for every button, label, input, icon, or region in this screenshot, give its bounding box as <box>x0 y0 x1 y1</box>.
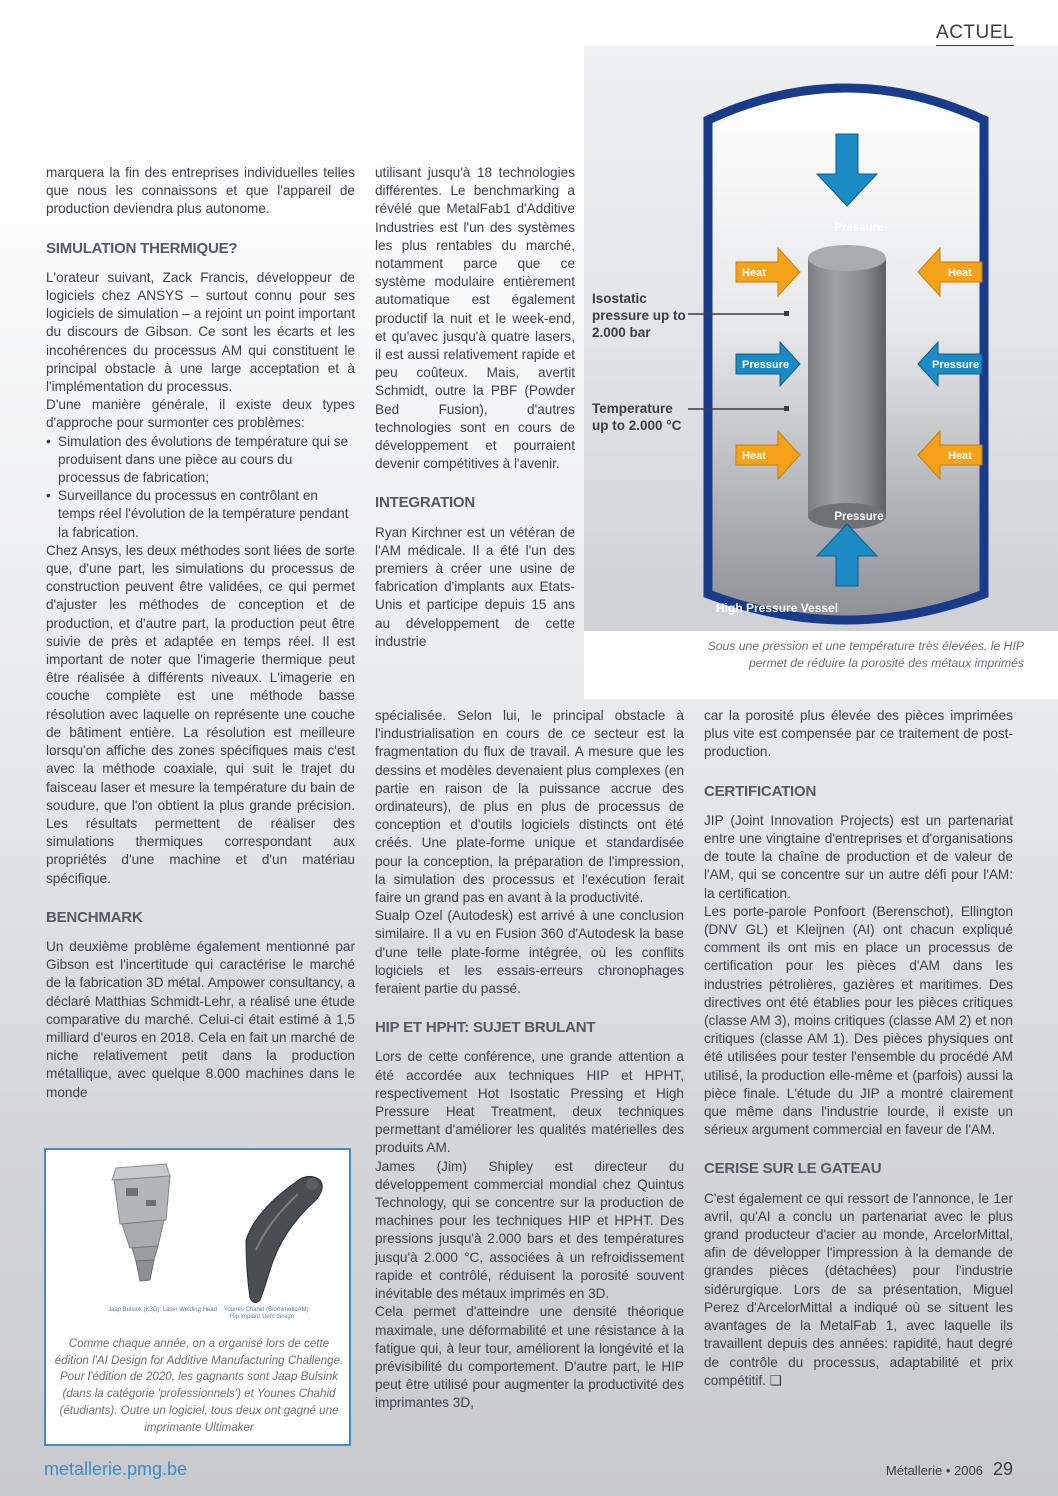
side-label-line: 2.000 bar <box>592 325 651 340</box>
cylinder-top <box>808 245 886 271</box>
label-heat-tl: Heat <box>742 267 766 279</box>
bullet-dot-icon: • <box>46 488 51 504</box>
paragraph <box>704 1190 1013 1390</box>
label-pressure-bottom: Pressure <box>834 511 884 523</box>
label-heat-bl: Heat <box>742 450 766 462</box>
paragraph: L'orateur suivant, Zack Francis, développeur de logiciels chez ANSYS – surtout connu pour ses logiciels de simulation – a rejoint un point important du discours de Gibson. Ce sont les écarts et les incohérences du processus AM qui constituent le principal obstacle à une large acceptation et à l'implémentation du processus. <box>46 269 355 395</box>
paragraph: spécialisée. Selon lui, le principal obstacle à l'industrialisation en cours de ce secteur est la fragmentation du flux de travail. A mesure que les dessins et modèles devenaient plus complexes (en partie en raison de la puissance accrue des ordinateurs), de plus en plus de processus de conception et d'outils logiciels distincts ont été créés. Une plate-forme unique et standardisée pour la conception, la préparation de l'impression, la simulation des processus et l'exécution ferait faire un grand pas en avant à la productivité. <box>375 708 684 906</box>
heading-certification: CERTIFICATION <box>704 782 817 800</box>
paragraph-text: C'est également ce qui ressort de l'annonce, le 1er avril, qu'AI a conclu un partenariat avec le plus grand producteur d'acier au monde, ArcelorMittal, afin de développer l'impression à la demande de grandes pièces (détachées) pour l'industrie sidérurgique. Lors de sa présentation, Miguel Perez d'ArcelorMittal a indiqué où se situent les avantages de la MetalFab 1, avec laquelle ils travaillent depuis des années: rapidité, haut degré de contrôle du processus, adaptabilité et prix compétitif. <box>704 1190 1013 1388</box>
laser-welding-head-image <box>112 1164 170 1281</box>
column-2-top <box>375 164 575 651</box>
paragraph: car la porosité plus élevée des pièces imprimées plus vite est compensée par ce traitement de post-production. <box>704 708 1013 760</box>
side-label-line: pressure up to <box>592 308 686 323</box>
hip-figure <box>584 46 1058 699</box>
end-mark-icon: ❑ <box>769 1372 782 1388</box>
heading-simulation: SIMULATION THERMIQUE? <box>46 239 238 257</box>
column-1 <box>46 164 355 1102</box>
challenge-photos <box>46 1150 349 1330</box>
bullet-dot-icon: • <box>46 433 51 449</box>
column-2-bottom <box>375 707 684 1413</box>
paragraph: Un deuxième problème également mentionné par Gibson est l'incertitude qui caractérise le marché de la fabrication 3D métal. Ampower consultancy, a déclaré Matthias Schmidt-Lehr, a réalisé une étude comparative du marché. Celui-ci était estimé à 1,5 milliard d'euros en 2018. Cela en fait un marché de niche relativement petit dans la production métallique, avec quelque 8.000 machines dans le monde <box>46 938 355 1100</box>
paragraph: D'une manière générale, il existe deux types d'approche pour surmonter ces problèmes: <box>46 397 355 431</box>
heading-benchmark: BENCHMARK <box>46 908 143 926</box>
label-pressure-right: Pressure <box>932 359 980 371</box>
pointer-marker <box>784 406 789 411</box>
label-pressure-left: Pressure <box>742 359 790 371</box>
photo-caption-1: Jaap Bulsink (K3D): Laser Welding Head <box>108 1307 217 1313</box>
paragraph: marquera la fin des entreprises individuelles telles que nous les connaissons et que l'appareil de production deviendra plus autonome. <box>46 165 355 217</box>
page-number: 29 <box>992 1459 1013 1479</box>
heading-hip: HIP ET HPHT: SUJET BRULANT <box>375 1019 596 1037</box>
heading-integration: INTEGRATION <box>375 494 476 512</box>
label-vessel: High Pressure Vessel <box>716 601 839 615</box>
footer-issue <box>886 1459 1013 1480</box>
paragraph: Chez Ansys, les deux méthodes sont liées de sorte que, d'une part, les simulations du processus de construction peuvent être validées, ce qui permet d'ajuster les méthodes de conception et de production, et d'autre part, la production peut être suivie de près et adaptée en temps réel. Il est important de noter que l'imagerie thermique peut être réalisée à différents niveaux. L'imagerie en couche complète est une méthode basse résolution avec laquelle on représente une couche de bâtiment entière. La résolution est meilleure lorsqu'on affiche des zones spécifiques mais c'est avec la méthode coaxiale, qui suit le trajet du faisceau laser et mesure la température du bain de soudure, que l'on obtient la plus grande précision. Les résultats permettent de réaliser des simulations thermiques correspondant aux propriétés d'une machine et d'un matériau spécifique. <box>46 542 355 886</box>
paragraph: Lors de cette conférence, une grande attention a été accordée aux techniques HIP et HPHT, respectivement Hot Isostatic Pressing et High Pressure Heat Treatment, deux techniques permettant d'améliorer les qualités matérielles des produits AM. <box>375 1049 684 1156</box>
bullet-text: Simulation des évolutions de température qui se produisent dans une pièce au cours du processus de fabrication; <box>58 433 349 486</box>
photo-caption-2b: Hip implant stem design <box>230 1314 295 1320</box>
paragraph: Ryan Kirchner est un vétéran de l'AM médicale. Il a été l'un des premiers à créer une usine de fabrication d'implants aux Etats-Unis et participe depuis 15 ans au développement de cette industrie <box>375 524 575 649</box>
side-label-isostatic <box>592 290 686 341</box>
issue-label: Métallerie • 2006 <box>885 1463 983 1478</box>
side-label-line: Isostatic <box>592 291 647 306</box>
side-label-line: up to 2.000 °C <box>592 418 682 433</box>
hip-implant-stem-image <box>246 1176 322 1302</box>
paragraph: Sualp Ozel (Autodesk) est arrivé à une conclusion similaire. Il a vu en Fusion 360 d'Autodesk la base d'une telle plate-forme intégrée, où les conflits logiciels et les essais-erreurs chronophages feraient partie du passé. <box>375 908 684 997</box>
pointer-marker <box>784 311 789 316</box>
challenge-image-box <box>44 1148 351 1446</box>
cylinder-part <box>808 258 886 516</box>
paragraph: JIP (Joint Innovation Projects) est un partenariat entre une vingtaine d'entreprises et d'organisations de toute la chaîne de production et de valeur de l'AM, qui se concentre sur un autre défi pour l'AM: la certification. <box>704 812 1013 901</box>
bullet-text: Surveillance du processus en contrôlant en temps réel l'évolution de la température pendant la fabrication. <box>58 488 349 540</box>
hip-vessel-diagram <box>584 46 1058 699</box>
side-label-temperature <box>592 400 681 434</box>
bullet-item <box>46 487 355 542</box>
figure-caption: Sous une pression et une température très élevées, le HIP permet de réduire la porosité des métaux imprimés <box>707 639 1024 670</box>
label-heat-br: Heat <box>948 450 972 462</box>
photo-caption-2a: Younes Chahid (BiomimeticAM): <box>224 1307 311 1313</box>
paragraph: James (Jim) Shipley est directeur du développement commercial mondial chez Quintus Technology, qui se concentre sur la production de machines pour les techniques HIP et HPHT. Des pressions jusqu'à 2.000 bars et des températures jusqu'à 2.000 °C, associées à un refroidissement rapide et contrôlé, réduisent la porosité souvent inévitable des métaux imprimés en 3D. <box>375 1158 684 1302</box>
bullet-item <box>46 433 355 488</box>
paragraph: utilisant jusqu'à 18 technologies différentes. Le benchmarking a révélé que MetalFab1 d'Additive Industries est l'un des systèmes les plus rentables du marché, notamment parce que ce système modulaire entièrement automatique est également productif la nuit et le week-end, et qu'avec jusqu'à quatre lasers, il est aussi relativement rapide et peu coûteux. Mais, avertit Schmidt, outre la PBF (Powder Bed Fusion), d'autres technologies sont en cours de développement et pourraient devenir compétitives à l'avenir. <box>375 165 575 472</box>
footer-website-link[interactable]: metallerie.pmg.be <box>44 1459 188 1479</box>
heading-cerise: CERISE SUR LE GATEAU <box>704 1160 882 1178</box>
section-header: ACTUEL <box>936 22 1014 46</box>
side-label-line: Temperature <box>592 401 673 416</box>
column-3 <box>704 707 1013 1390</box>
paragraph: Cela permet d'atteindre une densité théorique maximale, une déformabilité et une résistance à la fatigue qui, à leur tour, améliorent la longévité et la prévisibilité du comportement. D'autre part, le HIP peut être utilisé pour augmenter la productivité des imprimantes 3D, <box>375 1304 684 1411</box>
label-pressure-top: Pressure <box>834 222 884 234</box>
image-box-caption: Comme chaque année, on a organisé lors de cette édition l'AI Design for Additive Manufacturing Challenge. Pour l'édition de 2020, les gagnants sont Jaap Bulsink (dans la catégorie 'professionnels') et Younes Chahid (étudiants). Outre un logiciel, tous deux ont gagné une imprimante Ultimaker <box>54 1337 344 1434</box>
paragraph: Les porte-parole Ponfoort (Berenschot), Ellington (DNV GL) et Kleijnen (AI) ont chacun expliqué comment ils ont mis en place un processus de certification pour les pièces d'AM dans les industries pétrolières, gazières et maritimes. Des directives ont été établies pour les pièces critiques (classe AM 3), moins critiques (classe AM 2) et non critiques (classe AM 1). Des pièces physiques ont été utilisées pour tester l'ensemble du procédé AM utilisé, la production elle-même et (parfois) aussi la pièce finale. L'étude du JIP a montré clairement que même dans l'industrie lourde, il existe un sérieux argument commercial en faveur de l'AM. <box>704 903 1013 1138</box>
label-heat-tr: Heat <box>948 267 972 279</box>
